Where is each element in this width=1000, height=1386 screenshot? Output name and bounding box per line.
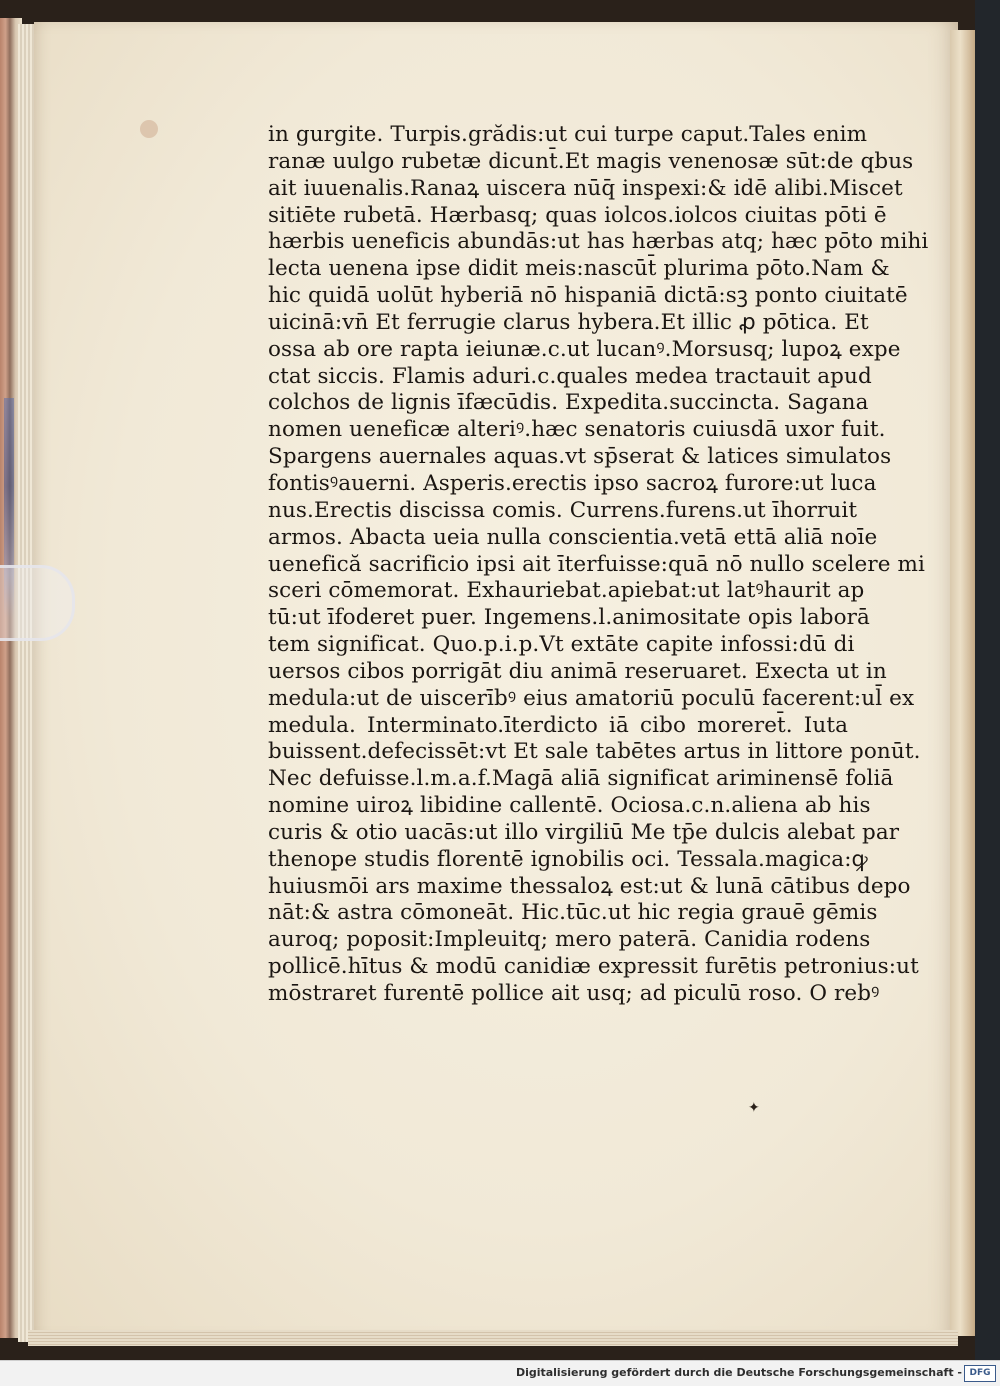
text-line: hærbis ueneficis abundās:ut has hærbas atq; hæc pōto mihi — [268, 229, 929, 255]
text-line: medula:ut de uiscerībꝰ eius amatoriū poculū facerent:ul̄ ex — [268, 685, 915, 711]
paper-stain — [140, 120, 158, 138]
text-line: uersos cibos porrigāt diu animā reseruaret. Execta ut in — [268, 658, 887, 684]
body-text — [268, 122, 929, 1008]
text-line: curis & otio uacās:ut illo virgiliū Me tp̄e dulcis alebat par — [268, 819, 900, 845]
text-line: uicinā:vn̄ Et ferrugie clarus hybera.Et illic ꝓ pōtica. Et — [268, 309, 869, 335]
footer-credit: Digitalisierung gefördert durch die Deutsche Forschungsgemeinschaft - — [515, 1366, 962, 1379]
text-line: lecta uenena ipse didit meis:nascūt̄ plurima pōto.Nam & — [268, 256, 890, 282]
text-line: ait iuuenalis.Ranaꝝ uiscera nūq̄ inspexi:& idē alibi.Miscet — [268, 175, 903, 201]
text-line: hic quidā uolūt hyberiā nō hispaniā dictā:sꝫ ponto ciuitatē — [268, 283, 908, 309]
text-line: huiusmōi ars maxime thessaloꝝ est:ut & lunā cātibus depo — [268, 873, 911, 899]
text-line: Spargens auernales aquas.vt sp̄serat & latices simulatos — [268, 444, 892, 470]
text-line: nomen ueneficæ alteriꝰ.hæc senatoris cuiusdā uxor fuit. — [268, 417, 886, 443]
bottom-page-edge — [28, 1330, 958, 1346]
text-line: uenefică sacrificio ipsi ait īterfuisse:quā nō nullo scelere mi — [268, 551, 925, 577]
text-line: tū:ut īfoderet puer. Ingemens.l.animositate opis laborā — [268, 605, 870, 631]
text-line: nomine uiroꝝ libidine callentē. Ociosa.c.n.aliena ab his — [268, 793, 871, 819]
text-line: colchos de lignis īfæcūdis. Expedita.succincta. Sagana — [268, 390, 869, 416]
text-line: armos. Abacta ueia nulla conscientia.vetā ettā aliā noīe — [268, 524, 878, 550]
text-line: nus.Erectis discissa comis. Currens.furens.ut īhorruit — [268, 497, 858, 523]
text-line: ossa ab ore rapta ieiunæ.c.ut lucanꝰ.Morsusq; lupoꝝ expe — [268, 336, 901, 362]
text-line: tem significat. Quo.p.i.p.Vt extāte capite infossi:dū di — [268, 632, 855, 658]
right-background — [975, 0, 1000, 1360]
text-line: Nec defuisse.l.m.a.f.Magā aliā significat ariminensē foliā — [268, 766, 894, 792]
text-line: buissent.defecissēt:vt Et sale tabētes artus in littore ponūt. — [268, 739, 921, 765]
text-line: sitiēte rubetā. Hærbasq; quas iolcos.iolcos ciuitas pōti ē — [268, 202, 887, 228]
text-line: nāt:& astra cōmoneāt. Hic.tūc.ut hic regia grauē gēmis — [268, 900, 878, 926]
text-line: thenope studis florentē ignobilis oci. Tessala.magica:ꝙ — [268, 846, 868, 872]
text-line: auroq; poposit:Impleuitq; mero paterā. Canidia rodens — [268, 927, 871, 953]
footer-bar — [0, 1360, 1000, 1386]
text-line: ranæ uulgo rubetæ dicunt̄.Et magis venenosæ sūt:de qbus — [268, 148, 914, 174]
text-line: fontisꝰauerni. Asperis.erectis ipso sacroꝝ furore:ut luca — [268, 470, 877, 496]
text-line: ctat siccis. Flamis aduri.c.quales medea tractauit apud — [268, 363, 872, 389]
text-line: sceri cōmemorat. Exhauriebat.apiebat:ut latꝰhaurit ap — [268, 578, 865, 604]
text-line: in gurgite. Turpis.grădis:ut cui turpe caput.Tales enim — [268, 122, 868, 147]
text-line: pollicē.hītus & modū canidiæ expressit furētis petronius:ut — [268, 954, 919, 980]
text-line: mōstraret furentē pollice ait usq; ad piculū roso. O rebꝰ — [268, 981, 880, 1006]
text-line: medula. Interminato.īterdicto iā cibo moreret̄. Iuta — [268, 712, 848, 738]
dfg-logo-icon: DFG — [964, 1365, 996, 1382]
page-clip-icon — [0, 565, 75, 641]
printer-mark-icon: ✦ — [748, 1100, 760, 1116]
